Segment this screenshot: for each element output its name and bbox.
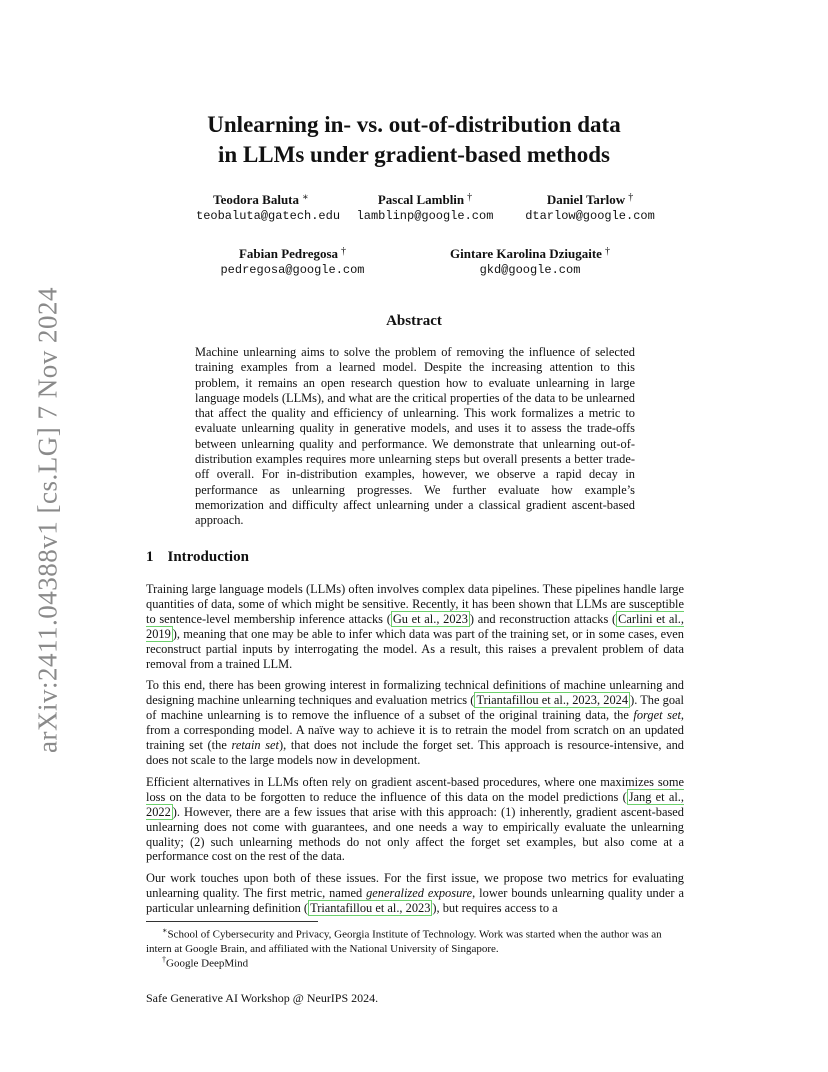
citation-link[interactable]: Gu et al., 2023 <box>392 611 468 626</box>
text-run: , from a corresponding model. A naïve way to achieve it is to retrain the model from scratch on an updated training set (the <box>146 708 684 753</box>
emphasis: forget set <box>633 708 681 723</box>
title-line-1: Unlearning in- vs. out-of-distribution data <box>207 112 621 137</box>
section-heading <box>146 549 249 566</box>
section-title: Introduction <box>167 549 249 565</box>
text-run: Efficient alternatives in LLMs often rely on gradient ascent-based procedures, where one maximizes some loss on the data to be forgotten to reduce the influence of this data on the model predictions ( <box>146 774 684 804</box>
citation-link[interactable]: Triantafillou et al., 2023 <box>310 901 431 916</box>
text-run: To this end, there has been growing interest in formalizing technical definitions of machine unlearning and designing machine unlearning techniques and evaluation metrics ( <box>146 678 684 708</box>
footnote-mark: ∗ <box>162 926 168 935</box>
author-name: Gintare Karolina Dziugaite <box>450 246 602 261</box>
author-mark: † <box>341 246 347 257</box>
author-name: Teodora Baluta <box>213 192 300 207</box>
author-email[interactable]: dtarlow@google.com <box>525 209 655 223</box>
paragraph <box>146 678 684 767</box>
footnote <box>146 924 684 956</box>
author-block <box>350 190 500 224</box>
author-block <box>430 244 630 278</box>
footnote-rule <box>146 921 318 922</box>
paper-title <box>0 110 828 170</box>
text-run: , lower bounds unlearning quality under a particular unlearning definition ( <box>146 886 684 916</box>
emphasis: generalized exposure <box>366 886 473 901</box>
venue-note: Safe Generative AI Workshop @ NeurIPS 2024. <box>146 991 379 1005</box>
abstract-text: Machine unlearning aims to solve the problem of removing the influence of selected training examples from a learned model. Despite the increasing attention to this problem, it remains an open research question how to evaluate unlearning in large language models (LLMs), and what are the critical properties of the data to be unlearned that affect the quality and efficiency of unlearning. This work formalizes a metric to evaluate unlearning quality in generative models, and uses it to assess the trade-offs between unlearning quality and performance. We demonstrate that unlearning out-of-distribution examples requires more unlearning steps but overall presents a better trade-off overall. For in-distribution examples, however, we observe a rapid decay in performance as unlearning progresses. We further evaluate how example’s memorization and difficulty affect unlearning under a classical gradient ascent-based approach. <box>195 345 635 528</box>
emphasis: retain set <box>231 738 279 753</box>
author-email[interactable]: pedregosa@google.com <box>220 263 365 277</box>
author-mark: † <box>628 192 634 203</box>
text-run: ), meaning that one may be able to infer which data was part of the training set, or in some cases, even reconstruct partial inputs by interrogating the model. As a result, this raises a prevalent problem of data removal from a trained LLM. <box>146 626 684 671</box>
author-email[interactable]: lamblinp@google.com <box>356 209 494 223</box>
author-mark: † <box>604 246 610 257</box>
introduction-body <box>146 582 684 923</box>
author-mark: ∗ <box>302 192 309 203</box>
citation-link[interactable]: Carlini et al., 2019 <box>146 611 684 641</box>
author-email[interactable]: gkd@google.com <box>479 263 581 277</box>
text-run: Our work touches upon both of these issues. For the first issue, we propose two metrics for evaluating unlearning quality. The first metric, named <box>146 871 684 901</box>
text-run: Training large language models (LLMs) often involves complex data pipelines. These pipelines handle large quantities of data, some of which might be sensitive. Recently, it has been shown that LLMs are susceptible to sentence-level membership inference attacks ( <box>146 582 684 626</box>
section-number: 1 <box>146 549 154 565</box>
citation-link[interactable]: Triantafillou et al., 2023, 2024 <box>476 693 629 708</box>
text-run: ). The goal of machine unlearning is to remove the influence of a subset of the original training data, the <box>146 693 685 723</box>
footnote <box>146 953 684 971</box>
author-email[interactable]: teobaluta@gatech.edu <box>196 209 341 223</box>
text-run: ), but requires access to a <box>432 901 558 916</box>
author-block <box>210 244 375 278</box>
title-line-2: in LLMs under gradient-based methods <box>218 142 610 167</box>
abstract-heading: Abstract <box>386 313 442 329</box>
author-name: Fabian Pedregosa <box>238 246 339 261</box>
author-name: Pascal Lamblin <box>377 192 465 207</box>
author-name: Daniel Tarlow <box>546 192 626 207</box>
author-block <box>196 190 341 224</box>
author-block <box>520 190 660 224</box>
paragraph <box>146 775 684 864</box>
text-run: ), that does not include the forget set. This approach is resource-intensive, and does not scale to the large models now in development. <box>146 738 684 767</box>
author-mark: † <box>467 192 473 203</box>
arxiv-stamp: arXiv:2411.04388v1 [cs.LG] 7 Nov 2024 <box>32 287 63 753</box>
paragraph <box>146 582 684 671</box>
footnote-text: Google DeepMind <box>166 957 249 970</box>
citation-link[interactable]: Jang et al., 2022 <box>146 789 684 819</box>
footnote-text: School of Cybersecurity and Privacy, Georgia Institute of Technology. Work was started when the author was an intern at Google Brain, and affiliated with the National University of Singapore. <box>146 928 662 955</box>
paragraph <box>146 871 684 916</box>
text-run: ). However, there are a few issues that arise with this approach: (1) inherently, gradient ascent-based unlearning does not come with guarantees, and one needs a way to empirically evaluate the unlearning quality; (2) such unlearning methods do not only affect the forget set examples, but also come at a performance cost on the rest of the data. <box>146 804 684 864</box>
text-run: ) and reconstruction attacks ( <box>469 611 617 626</box>
footnote-mark: † <box>162 955 166 964</box>
